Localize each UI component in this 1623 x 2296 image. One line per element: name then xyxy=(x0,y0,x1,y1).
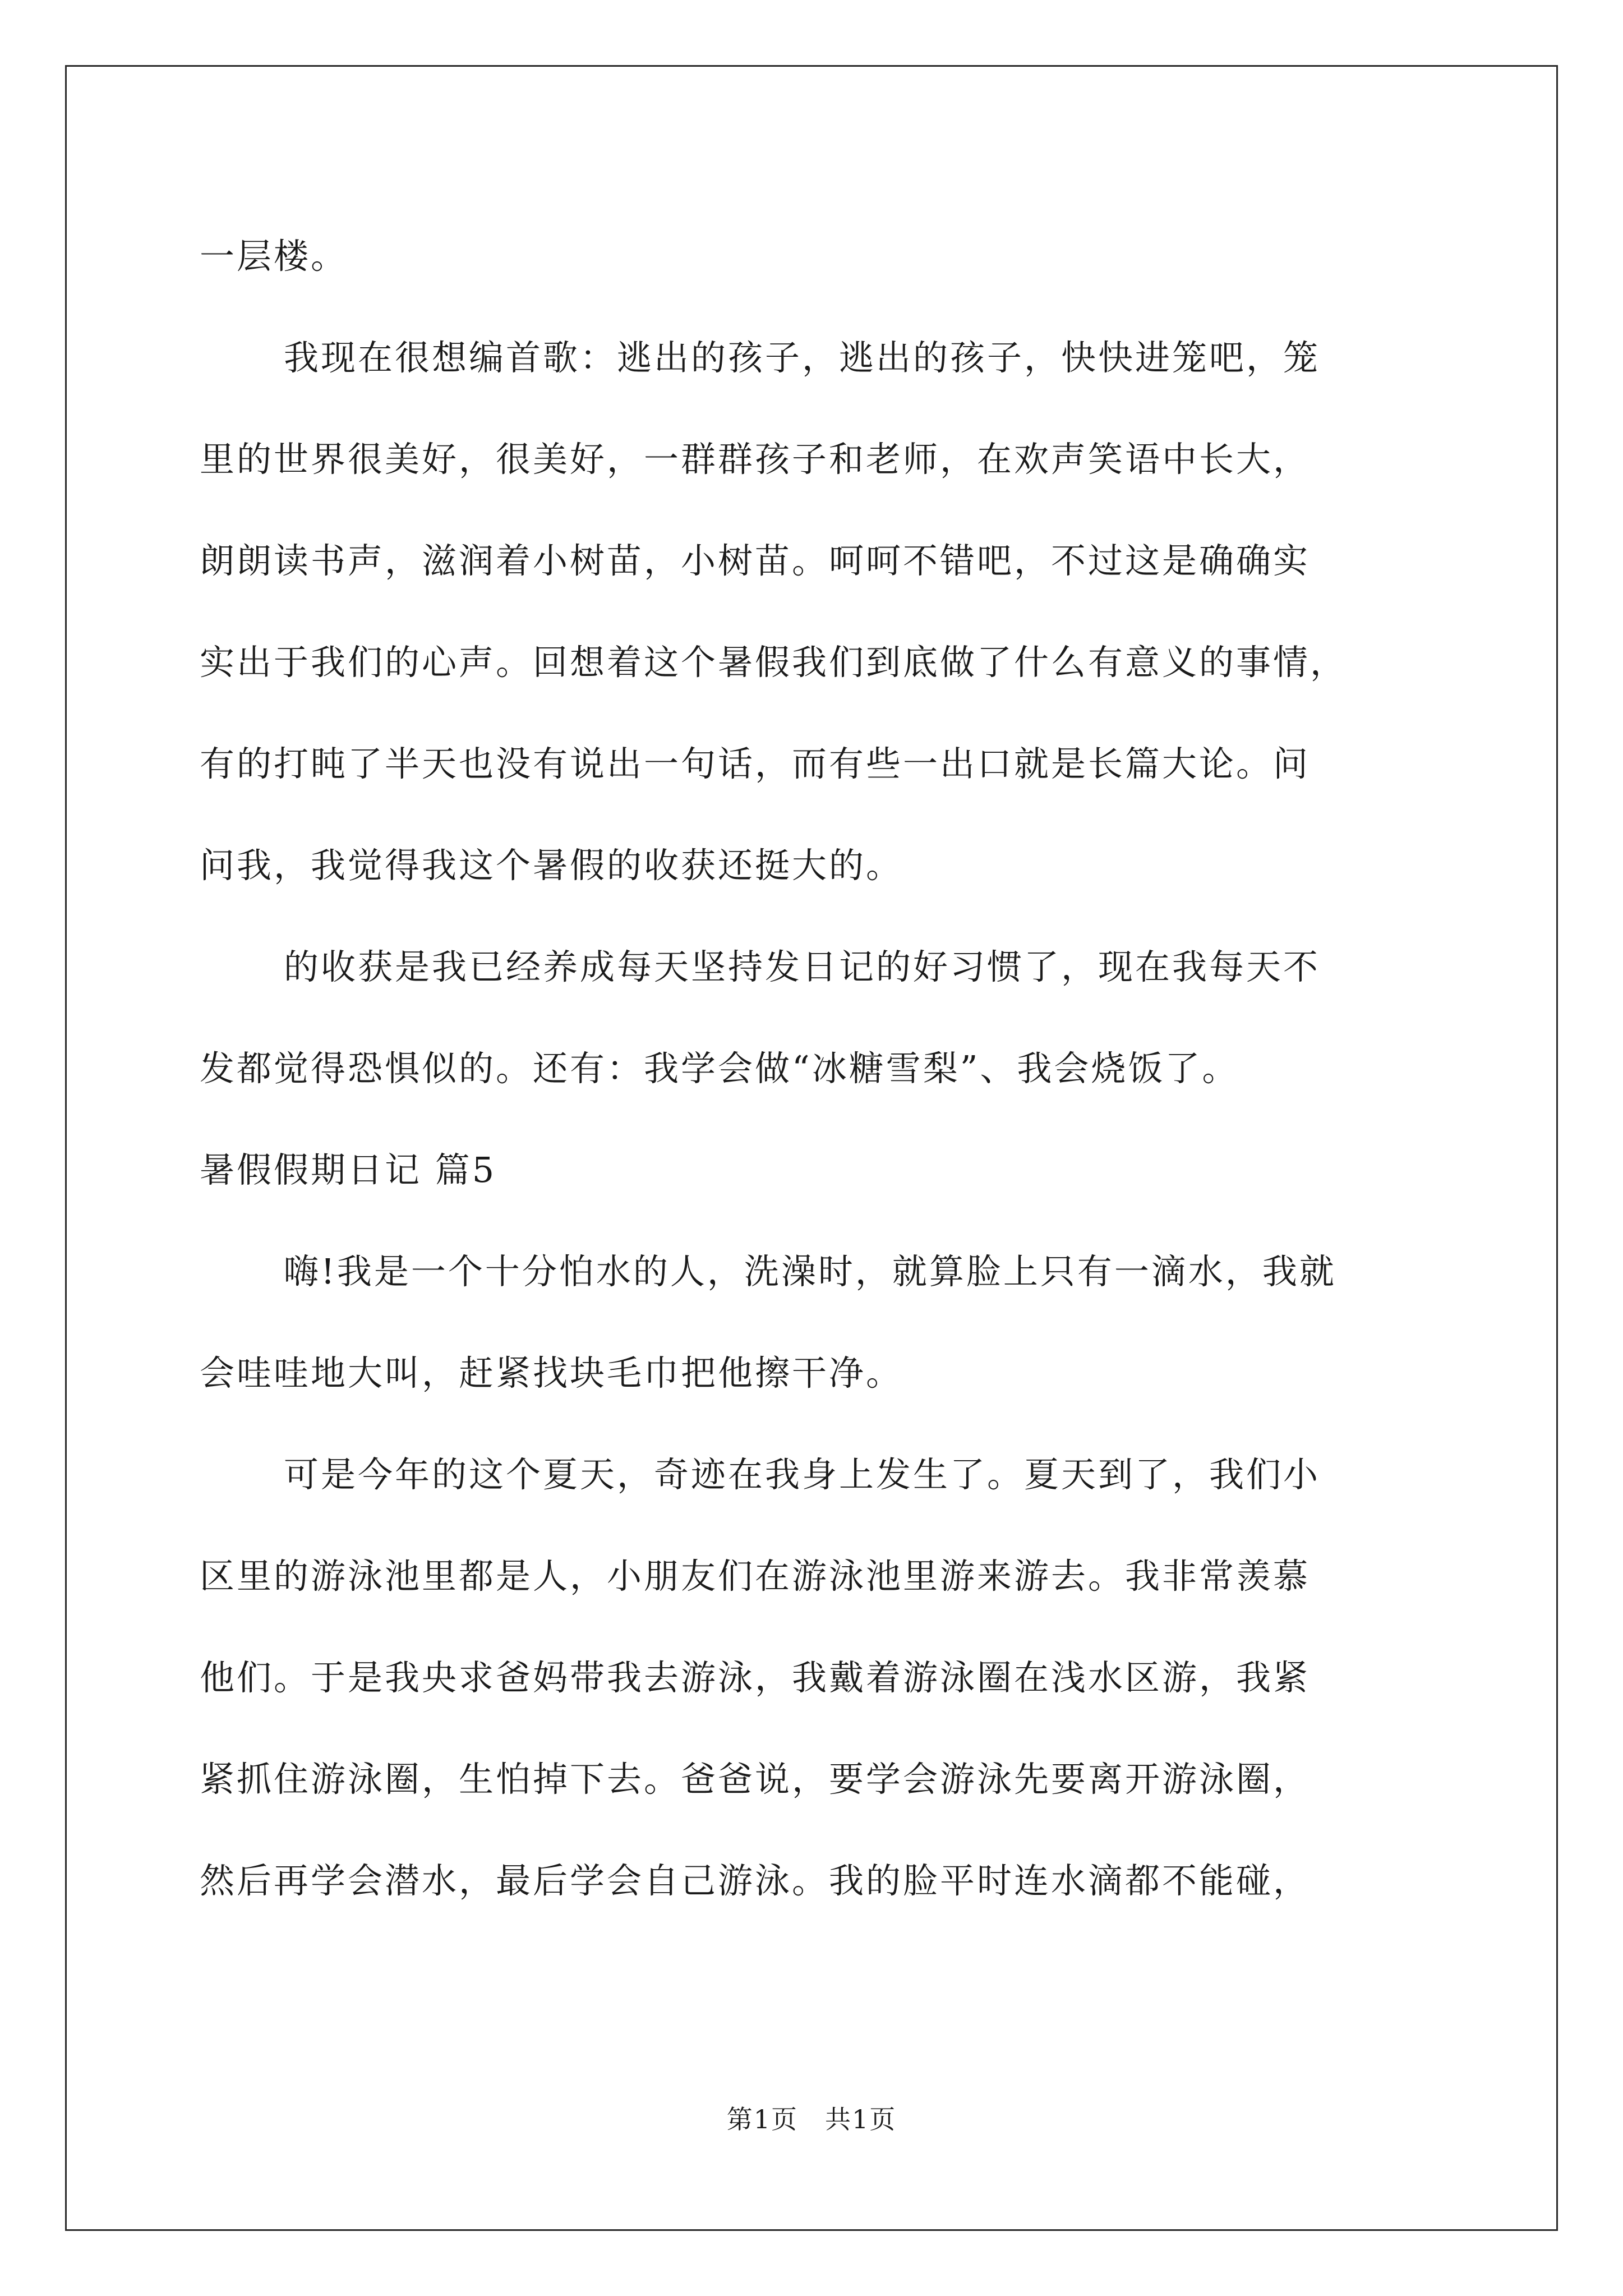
text-line: 一层楼。 xyxy=(200,236,348,277)
text-line: 朗朗读书声，滋润着小树苗，小树苗。呵呵不错吧，不过这是确确实 xyxy=(200,540,1311,581)
text-line: 我现在很想编首歌：逃出的孩子，逃出的孩子，快快进笼吧，笼 xyxy=(284,337,1321,378)
text-line: 发都觉得恐惧似的。还有：我学会做“冰糖雪梨”、我会烧饭了。 xyxy=(200,1048,1239,1089)
text-line: 然后再学会潜水，最后学会自己游泳。我的脸平时连水滴都不能碰， xyxy=(200,1860,1311,1901)
text-block xyxy=(200,205,1456,1931)
text-line: 可是今年的这个夏天，奇迹在我身上发生了。夏天到了，我们小 xyxy=(284,1454,1321,1495)
text-line: 区里的游泳池里都是人，小朋友们在游泳池里游来游去。我非常羡慕 xyxy=(200,1556,1311,1596)
text-line: 嗨!我是一个十分怕水的人，洗澡时，就算脸上只有一滴水，我就 xyxy=(284,1251,1336,1292)
text-line: 的收获是我已经养成每天坚持发日记的好习惯了，现在我每天不 xyxy=(284,946,1321,987)
text-line: 紧抓住游泳圈，生怕掉下去。爸爸说，要学会游泳先要离开游泳圈， xyxy=(200,1759,1311,1800)
text-line: 会哇哇地大叫，赶紧找块毛巾把他擦干净。 xyxy=(200,1352,903,1393)
text-line: 问我，我觉得我这个暑假的收获还挺大的。 xyxy=(200,845,903,886)
text-line: 他们。于是我央求爸妈带我去游泳，我戴着游泳圈在浅水区游，我紧 xyxy=(200,1657,1311,1698)
text-line: 里的世界很美好，很美好，一群群孩子和老师，在欢声笑语中长大， xyxy=(200,439,1311,480)
document-body xyxy=(200,205,1456,1931)
text-line: 实出于我们的心声。回想着这个暑假我们到底做了什么有意义的事情， xyxy=(200,642,1348,683)
page-number-footer: 第1页 共1页 xyxy=(726,2104,897,2134)
section-heading: 暑假假期日记 篇5 xyxy=(200,1149,497,1190)
text-line: 有的打盹了半天也没有说出一句话，而有些一出口就是长篇大论。问 xyxy=(200,743,1311,784)
